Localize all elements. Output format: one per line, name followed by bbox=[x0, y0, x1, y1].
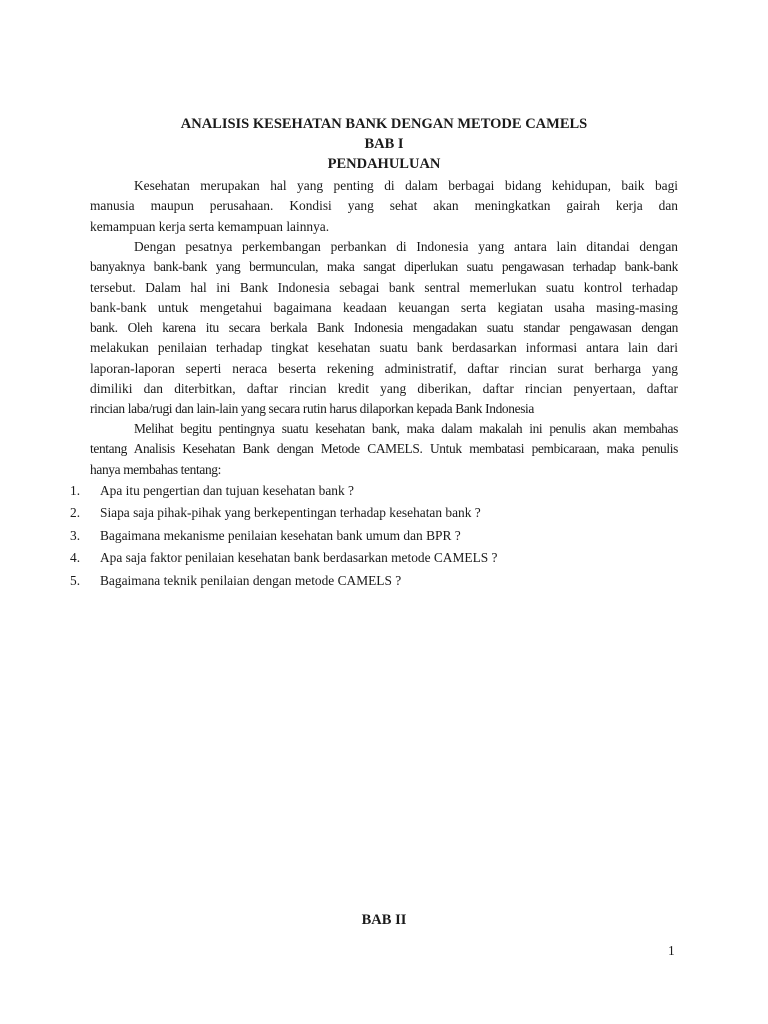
list-item-text: Apa itu pengertian dan tujuan kesehatan bank ? bbox=[100, 483, 354, 498]
list-item-text: Siapa saja pihak-pihak yang berkepentingan terhadap kesehatan bank ? bbox=[100, 505, 481, 521]
next-chapter-heading: BAB II bbox=[361, 912, 407, 928]
list-item-text: Bagaimana mekanisme penilaian kesehatan bank umum dan BPR ? bbox=[100, 527, 461, 543]
paragraph-2-line: banyaknya bank-bank yang bermunculan, maka sangat diperlukan suatu pengawasan terhadap bank-bank bbox=[90, 259, 678, 275]
list-item-text: Apa saja faktor penilaian kesehatan bank berdasarkan metode CAMELS ? bbox=[100, 550, 498, 566]
chapter-heading: BAB I bbox=[364, 136, 404, 152]
paragraph-3-line: hanya membahas tentang: bbox=[90, 461, 222, 477]
list-item bbox=[70, 570, 670, 592]
section-heading: PENDAHULUAN bbox=[327, 156, 441, 172]
list-item bbox=[70, 547, 670, 569]
page-number: 1 bbox=[668, 943, 675, 958]
question-list bbox=[70, 480, 670, 592]
document-title: ANALISIS KESEHATAN BANK DENGAN METODE CAMELS bbox=[180, 116, 588, 132]
list-item-text: Bagaimana teknik penilaian dengan metode CAMELS ? bbox=[100, 572, 402, 588]
list-item bbox=[70, 480, 670, 502]
list-item-number: 5. bbox=[70, 572, 81, 588]
list-item-number: 4. bbox=[70, 550, 81, 566]
paragraph-3-line: tentang Analisis Kesehatan Bank dengan Metode CAMELS. Untuk membatasi pembicaraan, maka penulis bbox=[90, 441, 678, 457]
paragraph-1-line: Kesehatan merupakan hal yang penting di dalam berbagai bidang kehidupan, baik bagi bbox=[134, 178, 678, 193]
paragraph-2-line: Dengan pesatnya perkembangan perbankan di Indonesia yang antara lain ditandai dengan bbox=[134, 239, 678, 254]
list-item-number: 2. bbox=[70, 505, 81, 521]
paragraph-1-line: manusia maupun perusahaan. Kondisi yang sehat akan meningkatkan gairah kerja dan bbox=[90, 198, 678, 214]
paragraph-3 bbox=[90, 419, 678, 480]
list-item-number: 3. bbox=[70, 527, 81, 543]
paragraph-2-line: melakukan penilaian terhadap tingkat kesehatan suatu bank berdasarkan informasi antara lain dari bbox=[90, 340, 678, 356]
paragraph-2-line: laporan-laporan seperti neraca beserta rekening administratif, daftar rincian surat berharga yang bbox=[90, 360, 678, 376]
paragraph-2 bbox=[90, 237, 678, 420]
paragraph-1-line: kemampuan kerja serta kemampuan lainnya. bbox=[90, 218, 330, 234]
paragraph-2-line: bank-bank untuk mengetahui bagaimana keadaan keuangan serta kegiatan usaha masing-masing bbox=[90, 299, 678, 315]
list-item bbox=[70, 502, 670, 524]
paragraph-2-line: bank. Oleh karena itu secara berkala Bank Indonesia mengadakan suatu standar pengawasan dengan bbox=[90, 320, 678, 336]
paragraph-2-line: dimiliki dan diterbitkan, daftar rincian kredit yang diberikan, daftar rincian penyertaan, daftar bbox=[90, 381, 678, 397]
paragraph-2-line: rincian laba/rugi dan lain-lain yang secara rutin harus dilaporkan kepada Bank Indonesia bbox=[90, 401, 535, 417]
paragraph-2-line: tersebut. Dalam hal ini Bank Indonesia sebagai bank sentral memerlukan suatu kontrol terhadap bbox=[90, 279, 678, 295]
list-item bbox=[70, 525, 670, 547]
paragraph-3-line: Melihat begitu pentingnya suatu kesehatan bank, maka dalam makalah ini penulis akan membahas bbox=[134, 421, 678, 436]
paragraph-1 bbox=[90, 176, 678, 237]
list-item-number: 1. bbox=[70, 483, 81, 498]
